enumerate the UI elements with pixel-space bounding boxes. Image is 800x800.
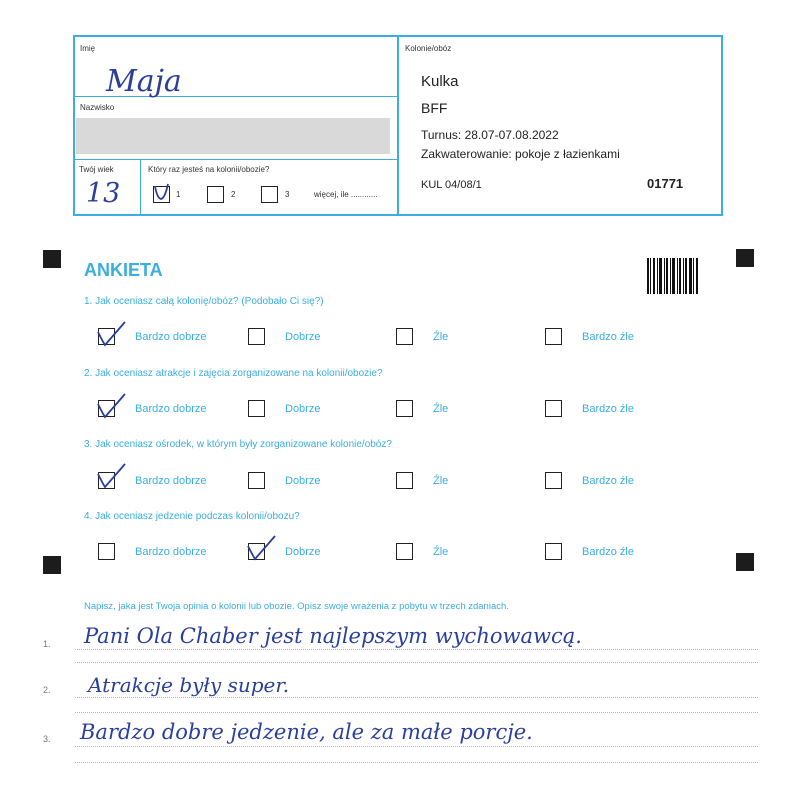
q3-option-very-bad[interactable] [545, 472, 562, 489]
times-more: więcej, ile ............ [314, 190, 378, 199]
name-value[interactable]: Maja [106, 64, 182, 99]
q3-option-bad[interactable] [396, 472, 413, 489]
registration-marker-bottom-left [43, 556, 61, 574]
q1-option-very-bad[interactable] [545, 328, 562, 345]
question-1: 1. Jak oceniasz całą kolonię/obóz? (Podobało Ci się?) [84, 296, 324, 307]
q2-label-bad: Źle [433, 403, 449, 415]
answer-2-text[interactable]: Atrakcje były super. [88, 673, 290, 697]
q3-label-good: Dobrze [285, 475, 321, 487]
barcode-icon [647, 258, 699, 294]
opinion-prompt: Napisz, jaka jest Twoja opinia o kolonii lub obozie. Opisz swoje wrażenia z pobytu w trzech zdaniach. [84, 601, 509, 612]
times-option-1: 1 [176, 190, 181, 199]
q1-option-good[interactable] [248, 328, 265, 345]
q3-check-mark-icon [95, 460, 129, 494]
q3-label-very-good: Bardzo dobrze [135, 475, 207, 487]
q4-option-bad[interactable] [396, 543, 413, 560]
q4-label-good: Dobrze [285, 546, 321, 558]
answer-3-line-lower [75, 762, 758, 763]
answer-3-line [75, 746, 758, 747]
question-4: 4. Jak oceniasz jedzenie podczas kolonii/obozu? [84, 511, 300, 522]
times-label: Który raz jesteś na kolonii/obozie? [148, 165, 270, 174]
answer-3-text[interactable]: Bardzo dobre jedzenie, ale za małe porcje. [80, 720, 533, 744]
answer-2-line [75, 697, 758, 698]
camp-name: Kulka [421, 73, 459, 90]
q2-check-mark-icon [95, 390, 129, 424]
q1-label-very-good: Bardzo dobrze [135, 331, 207, 343]
answer-1-number: 1. [43, 639, 51, 649]
q3-option-good[interactable] [248, 472, 265, 489]
surname-label: Nazwisko [80, 103, 115, 112]
q4-check-mark-icon [245, 532, 279, 566]
survey-title: ANKIETA [84, 260, 163, 280]
form-number: 01771 [647, 176, 684, 191]
q1-label-good: Dobrze [285, 331, 321, 343]
q2-label-good: Dobrze [285, 403, 321, 415]
q2-option-good[interactable] [248, 400, 265, 417]
q2-label-very-bad: Bardzo źle [582, 403, 634, 415]
answer-1-line [75, 649, 758, 650]
q3-label-bad: Źle [433, 475, 449, 487]
q2-option-bad[interactable] [396, 400, 413, 417]
times-option-2: 2 [231, 190, 236, 199]
q4-option-very-bad[interactable] [545, 543, 562, 560]
q1-option-bad[interactable] [396, 328, 413, 345]
age-value[interactable]: 13 [86, 178, 121, 209]
registration-marker-top-left [43, 250, 61, 268]
answer-1-line-lower [75, 662, 758, 663]
camp-group: BFF [421, 100, 448, 116]
q4-option-very-good[interactable] [98, 543, 115, 560]
registration-marker-top-right [736, 249, 754, 267]
registration-marker-bottom-right [736, 553, 754, 571]
answer-1-text[interactable]: Pani Ola Chaber jest najlepszym wychowawcą. [84, 624, 582, 648]
answer-2-line-lower [75, 712, 758, 713]
age-label: Twój wiek [79, 165, 114, 174]
question-3: 3. Jak oceniasz ośrodek, w którym były zorganizowane kolonie/obóz? [84, 439, 392, 450]
q2-label-very-good: Bardzo dobrze [135, 403, 207, 415]
q4-label-very-bad: Bardzo źle [582, 546, 634, 558]
lodging: Zakwaterowanie: pokoje z łazienkami [421, 147, 620, 161]
question-2: 2. Jak oceniasz atrakcje i zajęcia zorganizowane na kolonii/obozie? [84, 368, 383, 379]
surname-redaction [76, 118, 390, 154]
answer-3-number: 3. [43, 734, 51, 744]
times-option-3: 3 [285, 190, 290, 199]
name-label: Imię [80, 44, 96, 53]
q2-option-very-bad[interactable] [545, 400, 562, 417]
q1-label-very-bad: Bardzo źle [582, 331, 634, 343]
times-checkbox-2[interactable] [207, 186, 224, 203]
camp-label: Kolonie/obóz [405, 44, 452, 53]
times-checkbox-3[interactable] [261, 186, 278, 203]
q4-label-very-good: Bardzo dobrze [135, 546, 207, 558]
q1-label-bad: Źle [433, 331, 449, 343]
camp-code: KUL 04/08/1 [421, 179, 482, 191]
q3-label-very-bad: Bardzo źle [582, 475, 634, 487]
q4-label-bad: Źle [433, 546, 449, 558]
answer-2-number: 2. [43, 685, 51, 695]
turnus: Turnus: 28.07-07.08.2022 [421, 128, 559, 142]
q1-check-mark-icon [95, 318, 129, 352]
